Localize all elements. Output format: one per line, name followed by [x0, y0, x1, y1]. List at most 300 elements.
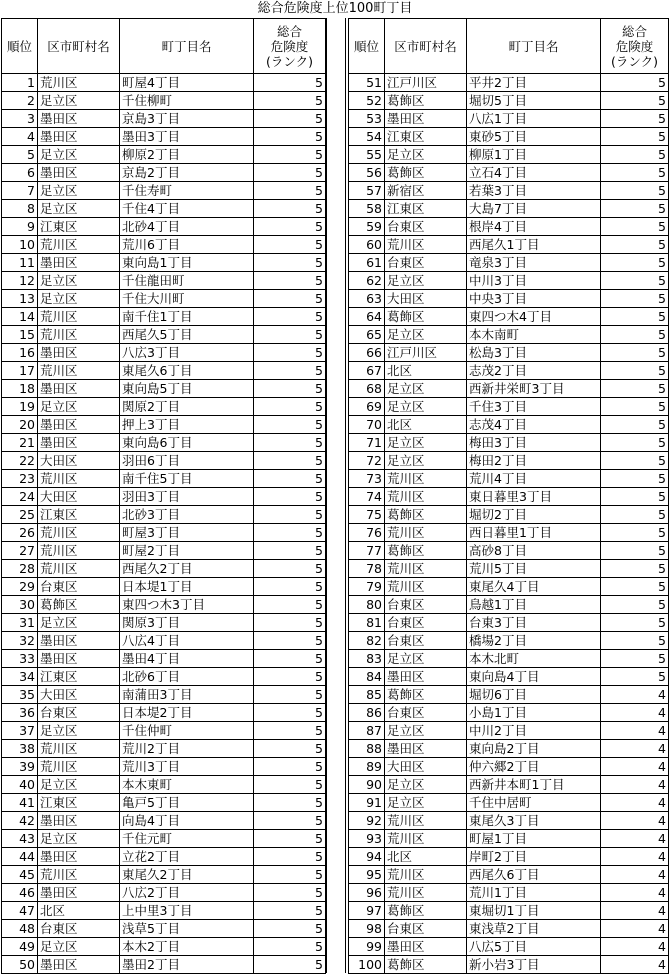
table-row	[2, 686, 326, 704]
risk-cell: 5	[601, 344, 669, 362]
table-row	[349, 92, 669, 110]
risk-cell: 5	[254, 596, 326, 614]
risk-cell: 5	[254, 92, 326, 110]
risk-cell: 5	[601, 146, 669, 164]
table-row	[349, 146, 669, 164]
town-cell: 北砂3丁目	[120, 506, 254, 524]
rank-cell: 57	[349, 182, 385, 200]
rank-cell: 75	[349, 506, 385, 524]
risk-cell: 5	[601, 164, 669, 182]
town-cell: 東尾久4丁目	[467, 578, 601, 596]
risk-cell: 5	[254, 884, 326, 902]
risk-cell: 5	[601, 578, 669, 596]
town-cell: 竜泉3丁目	[467, 254, 601, 272]
ward-cell: 荒川区	[38, 524, 120, 542]
rank-cell: 61	[349, 254, 385, 272]
town-cell: 志茂4丁目	[467, 416, 601, 434]
table-row	[349, 560, 669, 578]
ward-cell: 大田区	[38, 686, 120, 704]
risk-cell: 4	[601, 758, 669, 776]
town-cell: 八広4丁目	[120, 632, 254, 650]
ward-cell: 葛飾区	[385, 308, 467, 326]
risk-cell: 5	[254, 506, 326, 524]
header-risk: 総合 危険度 (ランク)	[254, 19, 326, 74]
ward-cell: 葛飾区	[385, 542, 467, 560]
table-row	[2, 578, 326, 596]
rank-cell: 87	[349, 722, 385, 740]
ward-cell: 墨田区	[38, 812, 120, 830]
table-row	[2, 470, 326, 488]
town-cell: 台東3丁目	[467, 614, 601, 632]
rank-cell: 5	[2, 146, 38, 164]
ward-cell: 足立区	[385, 398, 467, 416]
ward-cell: 荒川区	[38, 74, 120, 92]
table-row	[349, 380, 669, 398]
risk-cell: 5	[254, 452, 326, 470]
table-row	[2, 272, 326, 290]
ward-cell: 足立区	[385, 794, 467, 812]
ward-cell: 荒川区	[385, 830, 467, 848]
ward-cell: 荒川区	[38, 740, 120, 758]
risk-cell: 5	[601, 416, 669, 434]
rank-cell: 9	[2, 218, 38, 236]
risk-cell: 5	[601, 290, 669, 308]
rank-cell: 72	[349, 452, 385, 470]
risk-cell: 4	[601, 884, 669, 902]
table-row	[2, 74, 326, 92]
risk-cell: 5	[254, 866, 326, 884]
rank-cell: 35	[2, 686, 38, 704]
ward-cell: 足立区	[38, 182, 120, 200]
table-row	[2, 722, 326, 740]
rank-cell: 98	[349, 920, 385, 938]
table-row	[2, 236, 326, 254]
ward-cell: 墨田区	[38, 632, 120, 650]
risk-cell: 5	[254, 182, 326, 200]
ward-cell: 足立区	[385, 146, 467, 164]
risk-cell: 5	[254, 848, 326, 866]
town-cell: 梅田3丁目	[467, 434, 601, 452]
risk-cell: 5	[254, 398, 326, 416]
rank-cell: 65	[349, 326, 385, 344]
town-cell: 羽田6丁目	[120, 452, 254, 470]
rank-cell: 2	[2, 92, 38, 110]
risk-cell: 5	[601, 218, 669, 236]
header-rank: 順位	[2, 19, 38, 74]
town-cell: 本木2丁目	[120, 938, 254, 956]
ward-cell: 足立区	[38, 830, 120, 848]
rank-cell: 84	[349, 668, 385, 686]
table-row	[2, 812, 326, 830]
table-row	[2, 488, 326, 506]
town-cell: 中川2丁目	[467, 722, 601, 740]
risk-cell: 5	[254, 938, 326, 956]
table-row	[2, 380, 326, 398]
header-town: 町丁目名	[120, 19, 254, 74]
header-ward: 区市町村名	[385, 19, 467, 74]
rank-cell: 12	[2, 272, 38, 290]
rank-cell: 6	[2, 164, 38, 182]
risk-cell: 5	[601, 128, 669, 146]
rank-cell: 17	[2, 362, 38, 380]
town-cell: 梅田2丁目	[467, 452, 601, 470]
risk-cell: 5	[601, 452, 669, 470]
risk-cell: 5	[254, 326, 326, 344]
ward-cell: 墨田区	[385, 740, 467, 758]
table-row	[349, 218, 669, 236]
risk-cell: 5	[254, 560, 326, 578]
rank-cell: 82	[349, 632, 385, 650]
rank-cell: 24	[2, 488, 38, 506]
ward-cell: 大田区	[385, 290, 467, 308]
risk-cell: 4	[601, 794, 669, 812]
town-cell: 北砂6丁目	[120, 668, 254, 686]
table-row	[2, 182, 326, 200]
ward-cell: 荒川区	[38, 308, 120, 326]
rank-cell: 20	[2, 416, 38, 434]
town-cell: 本木東町	[120, 776, 254, 794]
table-row	[349, 110, 669, 128]
risk-cell: 5	[601, 596, 669, 614]
rank-cell: 71	[349, 434, 385, 452]
risk-cell: 5	[254, 128, 326, 146]
risk-cell: 5	[254, 344, 326, 362]
table-row	[349, 128, 669, 146]
table-row	[2, 416, 326, 434]
risk-cell: 5	[601, 614, 669, 632]
rank-cell: 3	[2, 110, 38, 128]
rank-cell: 85	[349, 686, 385, 704]
table-row	[349, 182, 669, 200]
town-cell: 若葉3丁目	[467, 182, 601, 200]
table-row	[349, 344, 669, 362]
risk-cell: 5	[601, 74, 669, 92]
risk-cell: 4	[601, 956, 669, 974]
town-cell: 関原2丁目	[120, 398, 254, 416]
table-row	[349, 776, 669, 794]
town-cell: 本木南町	[467, 326, 601, 344]
table-row	[349, 902, 669, 920]
table-row	[349, 488, 669, 506]
risk-cell: 5	[254, 686, 326, 704]
risk-cell: 5	[254, 146, 326, 164]
ward-cell: 北区	[38, 902, 120, 920]
rank-cell: 83	[349, 650, 385, 668]
risk-cell: 5	[254, 236, 326, 254]
rank-cell: 14	[2, 308, 38, 326]
table-row	[2, 326, 326, 344]
table-row	[2, 290, 326, 308]
town-cell: 千住柳町	[120, 92, 254, 110]
town-cell: 東四つ木3丁目	[120, 596, 254, 614]
rank-cell: 27	[2, 542, 38, 560]
ward-cell: 墨田区	[38, 254, 120, 272]
town-cell: 荒川2丁目	[120, 740, 254, 758]
risk-cell: 5	[601, 182, 669, 200]
ward-cell: 荒川区	[385, 866, 467, 884]
risk-cell: 5	[601, 506, 669, 524]
town-cell: 仲六郷2丁目	[467, 758, 601, 776]
table-row	[349, 542, 669, 560]
risk-cell: 5	[254, 650, 326, 668]
rank-cell: 32	[2, 632, 38, 650]
risk-cell: 5	[254, 380, 326, 398]
risk-cell: 5	[254, 830, 326, 848]
ward-cell: 北区	[385, 416, 467, 434]
table-row	[349, 308, 669, 326]
town-cell: 橋場2丁目	[467, 632, 601, 650]
rank-cell: 66	[349, 344, 385, 362]
risk-cell: 5	[254, 308, 326, 326]
table-row	[2, 128, 326, 146]
town-cell: 南千住5丁目	[120, 470, 254, 488]
table-row	[2, 632, 326, 650]
rank-cell: 81	[349, 614, 385, 632]
town-cell: 小島1丁目	[467, 704, 601, 722]
table-row	[2, 452, 326, 470]
risk-cell: 5	[601, 488, 669, 506]
ward-cell: 足立区	[38, 146, 120, 164]
ward-cell: 新宿区	[385, 182, 467, 200]
town-cell: 南蒲田3丁目	[120, 686, 254, 704]
rank-cell: 33	[2, 650, 38, 668]
risk-cell: 4	[601, 722, 669, 740]
risk-cell: 5	[601, 200, 669, 218]
table-row	[2, 254, 326, 272]
risk-cell: 4	[601, 848, 669, 866]
town-cell: 東向島4丁目	[467, 668, 601, 686]
ward-cell: 足立区	[38, 722, 120, 740]
ward-cell: 墨田区	[38, 884, 120, 902]
town-cell: 西尾久1丁目	[467, 236, 601, 254]
risk-cell: 5	[601, 524, 669, 542]
risk-cell: 5	[254, 740, 326, 758]
town-cell: 立花2丁目	[120, 848, 254, 866]
rank-cell: 18	[2, 380, 38, 398]
risk-cell: 4	[601, 740, 669, 758]
ward-cell: 台東区	[385, 704, 467, 722]
ward-cell: 大田区	[385, 758, 467, 776]
table-row	[2, 758, 326, 776]
table-row	[349, 290, 669, 308]
ward-cell: 台東区	[385, 632, 467, 650]
ward-cell: 墨田区	[38, 344, 120, 362]
rank-cell: 34	[2, 668, 38, 686]
town-cell: 荒川3丁目	[120, 758, 254, 776]
table-row	[2, 956, 326, 974]
ward-cell: 台東区	[385, 596, 467, 614]
risk-cell: 5	[601, 434, 669, 452]
table-row	[349, 686, 669, 704]
rank-cell: 41	[2, 794, 38, 812]
rank-cell: 53	[349, 110, 385, 128]
risk-cell: 4	[601, 776, 669, 794]
rank-cell: 39	[2, 758, 38, 776]
ward-cell: 墨田区	[38, 128, 120, 146]
ward-cell: 墨田区	[38, 956, 120, 974]
rank-cell: 25	[2, 506, 38, 524]
table-row	[2, 308, 326, 326]
table-row	[349, 668, 669, 686]
ward-cell: 江東区	[385, 200, 467, 218]
town-cell: 北砂4丁目	[120, 218, 254, 236]
town-cell: 東日暮里3丁目	[467, 488, 601, 506]
page-title: 総合危険度上位100町丁目	[257, 1, 413, 16]
ward-cell: 足立区	[385, 722, 467, 740]
town-cell: 上中里3丁目	[120, 902, 254, 920]
rank-cell: 54	[349, 128, 385, 146]
ward-cell: 荒川区	[385, 560, 467, 578]
table-row	[2, 920, 326, 938]
table-row	[349, 272, 669, 290]
town-cell: 墨田3丁目	[120, 128, 254, 146]
table-row	[349, 866, 669, 884]
town-cell: 鳥越1丁目	[467, 596, 601, 614]
ward-cell: 足立区	[38, 200, 120, 218]
ward-cell: 北区	[385, 362, 467, 380]
town-cell: 堀切5丁目	[467, 92, 601, 110]
rank-cell: 29	[2, 578, 38, 596]
rank-cell: 89	[349, 758, 385, 776]
ward-cell: 足立区	[38, 290, 120, 308]
risk-cell: 5	[254, 758, 326, 776]
rank-cell: 50	[2, 956, 38, 974]
table-row	[2, 344, 326, 362]
ward-cell: 葛飾区	[385, 956, 467, 974]
table-row	[349, 650, 669, 668]
ward-cell: 江戸川区	[385, 344, 467, 362]
table-row	[349, 254, 669, 272]
ward-cell: 足立区	[38, 272, 120, 290]
town-cell: 日本堤2丁目	[120, 704, 254, 722]
risk-cell: 5	[254, 200, 326, 218]
table-row	[2, 218, 326, 236]
ward-cell: 荒川区	[38, 362, 120, 380]
town-cell: 東尾久3丁目	[467, 812, 601, 830]
risk-cell: 5	[254, 74, 326, 92]
risk-cell: 5	[254, 254, 326, 272]
risk-cell: 5	[601, 308, 669, 326]
ward-cell: 足立区	[385, 380, 467, 398]
ward-cell: 足立区	[385, 776, 467, 794]
risk-cell: 5	[254, 272, 326, 290]
ward-cell: 荒川区	[385, 524, 467, 542]
table-row	[2, 524, 326, 542]
town-cell: 東向島5丁目	[120, 380, 254, 398]
ward-cell: 江東区	[38, 506, 120, 524]
ward-cell: 台東区	[385, 614, 467, 632]
table-row	[2, 938, 326, 956]
rank-cell: 45	[2, 866, 38, 884]
town-cell: 中央3丁目	[467, 290, 601, 308]
risk-cell: 4	[601, 830, 669, 848]
risk-cell: 5	[601, 560, 669, 578]
town-cell: 荒川6丁目	[120, 236, 254, 254]
town-cell: 荒川4丁目	[467, 470, 601, 488]
risk-cell: 5	[254, 524, 326, 542]
town-cell: 東向島2丁目	[467, 740, 601, 758]
risk-cell: 4	[601, 704, 669, 722]
rank-cell: 94	[349, 848, 385, 866]
risk-cell: 5	[254, 704, 326, 722]
town-cell: 南千住1丁目	[120, 308, 254, 326]
risk-cell: 5	[254, 632, 326, 650]
rank-cell: 52	[349, 92, 385, 110]
rank-cell: 88	[349, 740, 385, 758]
ward-cell: 台東区	[385, 254, 467, 272]
risk-cell: 5	[254, 488, 326, 506]
rank-cell: 79	[349, 578, 385, 596]
table-row	[349, 632, 669, 650]
ward-cell: 葛飾区	[385, 92, 467, 110]
risk-cell: 5	[601, 542, 669, 560]
ward-cell: 江戸川区	[385, 74, 467, 92]
rank-cell: 19	[2, 398, 38, 416]
table-row	[2, 668, 326, 686]
town-cell: 西新井栄町3丁目	[467, 380, 601, 398]
risk-cell: 5	[601, 254, 669, 272]
risk-cell: 4	[601, 902, 669, 920]
table-row	[349, 722, 669, 740]
rank-cell: 7	[2, 182, 38, 200]
rank-cell: 10	[2, 236, 38, 254]
ward-cell: 台東区	[38, 578, 120, 596]
rank-cell: 77	[349, 542, 385, 560]
rank-cell: 67	[349, 362, 385, 380]
table-row	[349, 884, 669, 902]
ward-cell: 台東区	[38, 920, 120, 938]
town-cell: 岸町2丁目	[467, 848, 601, 866]
town-cell: 千住3丁目	[467, 398, 601, 416]
town-cell: 中川3丁目	[467, 272, 601, 290]
town-cell: 町屋1丁目	[467, 830, 601, 848]
risk-cell: 5	[254, 920, 326, 938]
rank-cell: 76	[349, 524, 385, 542]
ward-cell: 大田区	[38, 452, 120, 470]
table-row	[2, 92, 326, 110]
rank-cell: 51	[349, 74, 385, 92]
header-rank: 順位	[349, 19, 385, 74]
town-cell: 浅草5丁目	[120, 920, 254, 938]
rank-cell: 56	[349, 164, 385, 182]
ward-cell: 江東区	[385, 128, 467, 146]
ward-cell: 荒川区	[38, 758, 120, 776]
table-row	[349, 956, 669, 974]
rank-cell: 78	[349, 560, 385, 578]
table-row	[349, 848, 669, 866]
ward-cell: 足立区	[385, 452, 467, 470]
risk-cell: 5	[601, 362, 669, 380]
table-row	[2, 704, 326, 722]
risk-cell: 4	[601, 812, 669, 830]
risk-cell: 5	[254, 812, 326, 830]
table-row	[349, 452, 669, 470]
rank-cell: 49	[2, 938, 38, 956]
ward-cell: 葛飾区	[385, 686, 467, 704]
town-cell: 千住中居町	[467, 794, 601, 812]
table-row	[349, 578, 669, 596]
table-row	[349, 704, 669, 722]
town-cell: 千住元町	[120, 830, 254, 848]
risk-cell: 5	[254, 902, 326, 920]
risk-cell: 5	[601, 110, 669, 128]
rank-cell: 74	[349, 488, 385, 506]
ward-cell: 荒川区	[385, 812, 467, 830]
table-row	[349, 362, 669, 380]
town-cell: 千住4丁目	[120, 200, 254, 218]
ward-cell: 墨田区	[385, 110, 467, 128]
rank-cell: 58	[349, 200, 385, 218]
